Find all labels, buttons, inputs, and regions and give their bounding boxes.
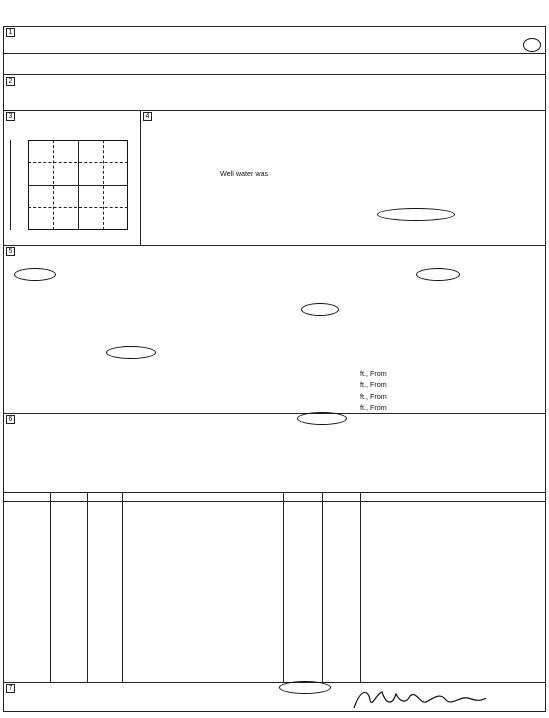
grout-3-circle [297, 412, 347, 425]
section-number-4: 4 [143, 112, 152, 121]
open-3-circle [106, 346, 156, 359]
use-10-circle [377, 208, 455, 221]
section-number-3: 3 [6, 112, 15, 121]
yield-water: Well water was [220, 169, 269, 178]
gpi-ft: ft., From [360, 392, 387, 401]
casing-2-circle [14, 268, 56, 281]
threaded-circle [416, 268, 460, 281]
constructed-circle [279, 681, 331, 694]
spi-ft-2: ft., From [360, 380, 387, 389]
spi-ft: ft., From [360, 369, 387, 378]
ew-circle [523, 38, 541, 52]
gpi-ft-2: ft., From [360, 403, 387, 412]
section-number-1: 1 [6, 28, 15, 37]
section-number-5: 5 [6, 247, 15, 256]
screen-7-circle [301, 303, 339, 316]
section-number-7: 7 [6, 684, 15, 693]
form-frame [3, 26, 546, 712]
signature [350, 686, 490, 712]
section-number-6: 6 [6, 415, 15, 424]
section-number-2: 2 [6, 77, 15, 86]
